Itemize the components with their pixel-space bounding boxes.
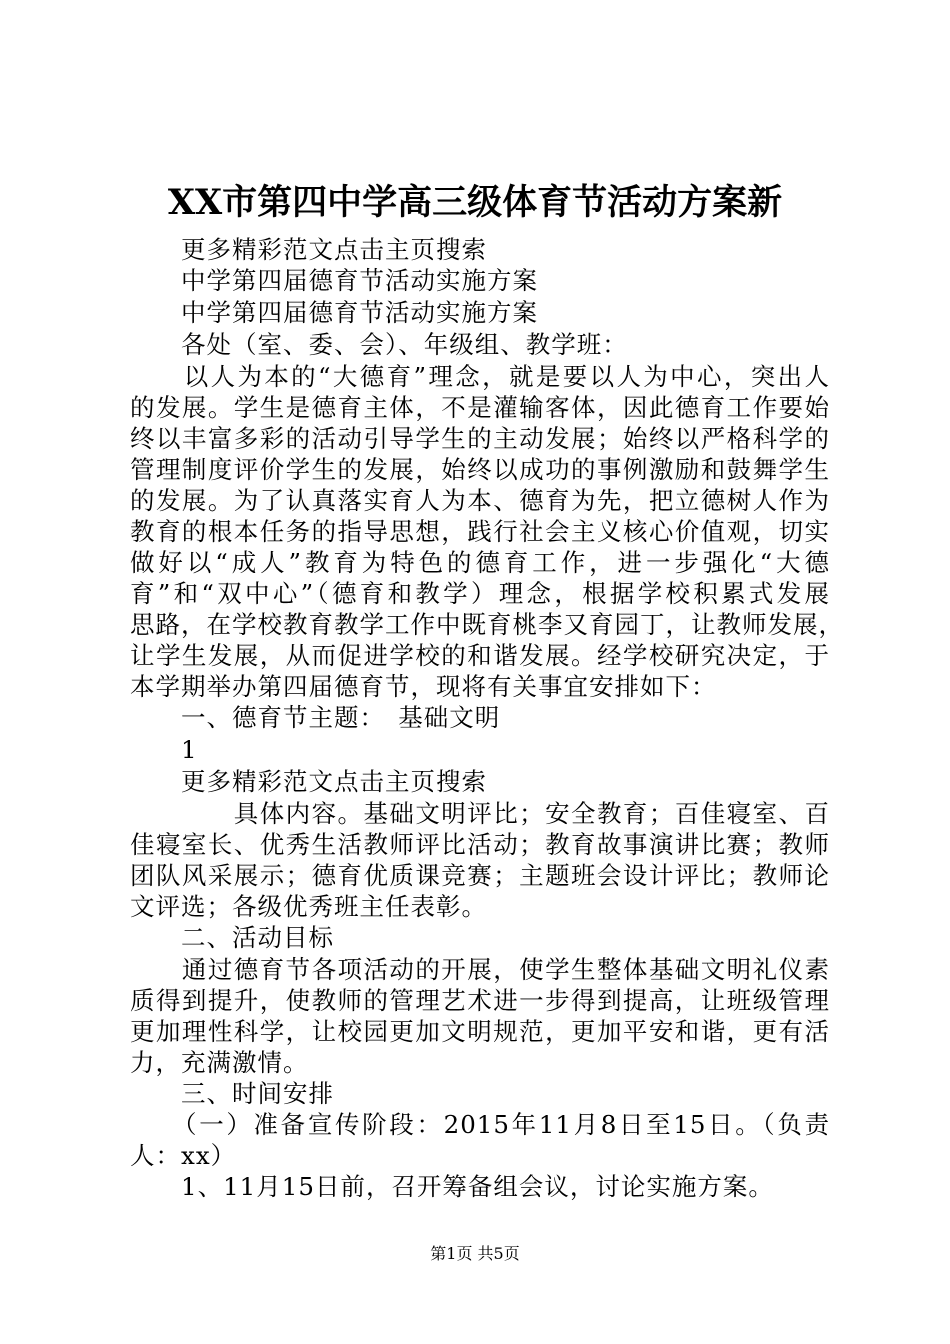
body-line: 文评选；各级优秀班主任表彰。 bbox=[130, 892, 487, 921]
body-line: 人：xx） bbox=[130, 1141, 237, 1170]
body-line: 教育的根本任务的指导思想，践行社会主义核心价值观，切实 bbox=[130, 517, 830, 546]
body-line: 让学生发展，从而促进学校的和谐发展。经学校研究决定，于 bbox=[130, 641, 830, 670]
body-line: （一）准备宣传阶段：2015年11月8日至15日。（负责 bbox=[130, 1110, 830, 1139]
body-line: 管理制度评价学生的发展，始终以成功的事例激励和鼓舞学生 bbox=[130, 455, 830, 484]
page-footer: 第1页 共5页 bbox=[430, 1244, 520, 1263]
body-line: 中学第四届德育节活动实施方案 bbox=[130, 298, 538, 327]
body-line: 1 bbox=[130, 735, 198, 764]
document-title: XX市第四中学高三级体育节活动方案新 bbox=[167, 182, 783, 223]
body-line: 团队风采展示；德育优质课竞赛；主题班会设计评比；教师论 bbox=[130, 861, 830, 890]
section-heading: 一、德育节主题： 基础文明 bbox=[130, 703, 501, 732]
body-line: 中学第四届德育节活动实施方案 bbox=[130, 266, 538, 295]
body-line: 的发展。学生是德育主体，不是灌输客体，因此德育工作要始 bbox=[130, 393, 830, 422]
body-line: 更多精彩范文点击主页搜索 bbox=[130, 767, 487, 796]
body-line: 更多精彩范文点击主页搜索 bbox=[130, 235, 487, 264]
body-line: 思路，在学校教育教学工作中既育桃李又育园丁，让教师发展， bbox=[130, 610, 844, 639]
body-line: 本学期举办第四届德育节，现将有关事宜安排如下： bbox=[130, 672, 717, 701]
body-line: 各处（室、委、会）、年级组、教学班： bbox=[130, 330, 628, 359]
body-line: 通过德育节各项活动的开展，使学生整体基础文明礼仪素 bbox=[130, 955, 830, 984]
section-heading: 三、时间安排 bbox=[130, 1079, 334, 1108]
body-line: 以人为本的“大德育”理念，就是要以人为中心，突出人 bbox=[130, 362, 830, 391]
body-line: 的发展。为了认真落实育人为本、德育为先，把立德树人作为 bbox=[130, 486, 830, 515]
body-line: 终以丰富多彩的活动引导学生的主动发展；始终以严格科学的 bbox=[130, 424, 830, 453]
body-line: 育”和“双中心”（德育和教学）理念，根据学校积累式发展 bbox=[130, 579, 830, 608]
body-line: 更加理性科学，让校园更加文明规范，更加平安和谐，更有活 bbox=[130, 1017, 830, 1046]
section-heading: 二、活动目标 bbox=[130, 923, 334, 952]
body-line: 力，充满激情。 bbox=[130, 1048, 309, 1077]
body-line: 质得到提升，使教师的管理艺术进一步得到提高，让班级管理 bbox=[130, 986, 830, 1015]
body-line: 佳寝室长、优秀生活教师评比活动；教育故事演讲比赛；教师 bbox=[130, 830, 830, 859]
body-line: 1、11月15日前，召开筹备组会议，讨论实施方案。 bbox=[130, 1172, 774, 1201]
body-line: 做好以“成人”教育为特色的德育工作，进一步强化“大德 bbox=[130, 548, 830, 577]
body-line: 具体内容。基础文明评比；安全教育；百佳寝室、百 bbox=[130, 799, 830, 828]
